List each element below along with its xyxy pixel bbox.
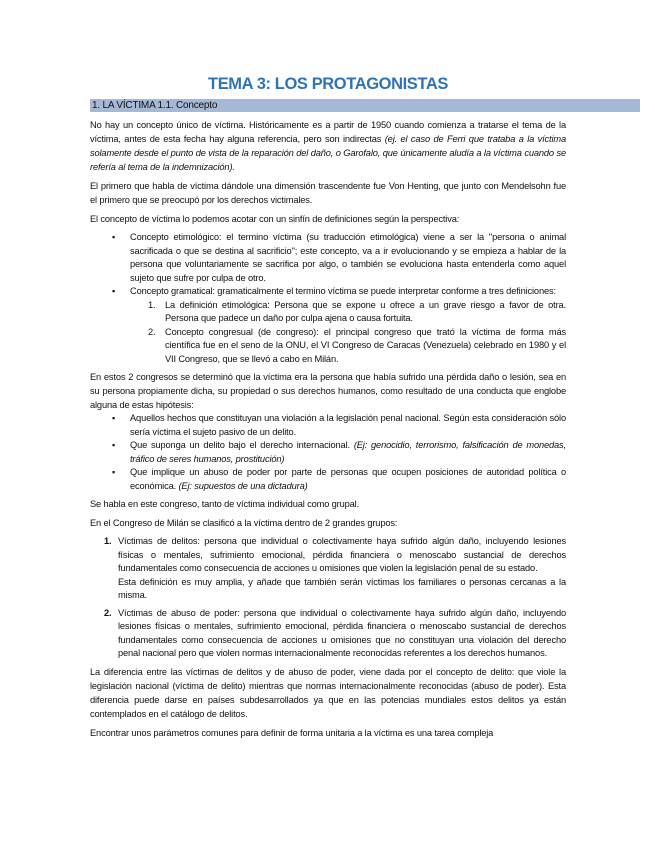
list-item: [90, 466, 566, 493]
list-item-note: Esta definición es muy amplia, y añade que también serán víctimas los familiares o personas cercanas a la misma.: [118, 576, 566, 600]
list-item-etymological: ▪ Concepto etimológico: el termino víctima (su traducción etimológica) viene a ser la "persona o animal sacrificada o que se destina al sacrificio"; este concepto, va a ir evolucionando y se empieza a hablar de la persona que voluntariamente se sacrifica por algo, o también se evoluciona hasta entenderla como aquel sujeto que sufre por culpa de otro.: [90, 231, 566, 285]
list-item-text: La definición etimológica: Persona que se expone u ofrece a un grave riesgo a favor de otra. Persona que padece un daño por culpa ajena o causa fortuita.: [165, 299, 566, 323]
list-number: 2.: [148, 326, 156, 337]
list-number: 1.: [104, 536, 112, 546]
list-item-grammatical: [90, 285, 566, 366]
list-item: [90, 439, 566, 466]
paragraph-intro: [90, 118, 566, 174]
grammatical-definitions-list: [130, 299, 566, 367]
list-item-text: Víctimas de abuso de poder: persona que individual o colectivamente haya sufrido algún daño, incluyendo lesiones físicas o mentales, sufrimiento emocional, pérdida financiera o menoscabo sustancial de derechos fundamentales como consecuencia de acciones u omisiones que no constituyan una violación del derecho penal nacional pero que violen normas internacionalmente reconocidas referentes a los derechos humanos.: [118, 607, 566, 658]
concept-list: [90, 231, 566, 366]
list-number: 1.: [148, 299, 156, 310]
list-item-text: Aquellos hechos que constituyan una violación a la legislación penal nacional. Según esta consideración sólo sería víctima el sujeto pasivo de un delito.: [130, 413, 566, 437]
paragraph-perspectives: El concepto de víctima lo podemos acotar con un sinfín de definiciones según la perspectiva:: [90, 214, 460, 224]
list-item-text: Concepto congresual (de congreso): el principal congreso que trató la víctima de forma más científica fue en el seno de la ONU, el VI Congreso de Caracas (Venezuela) celebrado en 1980 y el VII Congreso, que se llevó a cabo en Milán.: [165, 326, 566, 364]
paragraph-difference: La diferencia entre las víctimas de delitos y de abuso de poder, viene dada por el concepto de delito: que viole la legislación nacional (víctima de delito) mientras que normas internacionalmente reconocidas (abuso de poder). Esta diferencia puede darse en países subdesarrollados ya que en las potencias mundiales estos delitos ya están contemplados en el catálogo de delitos.: [90, 666, 566, 719]
list-item-example: (Ej: genocidio, terrorismo, falsificación de monedas, tráfico de seres humanos, prostitución): [130, 440, 566, 464]
paragraph-intro-example: (ej. el caso de Ferri que trataba a la víctima solamente desde el punto de vista de la reparación del daño, o Garofalo, que únicamente aludía a la víctima cuando se refería al tema de la indemnización).: [90, 134, 567, 172]
paragraph-milan: En el Congreso de Milán se clasificó a la víctima dentro de 2 grandes grupos:: [90, 518, 398, 528]
hypotheses-list: [90, 412, 566, 493]
victim-groups-list: [90, 535, 566, 661]
document-title: TEMA 3: LOS PROTAGONISTAS: [208, 75, 448, 93]
list-item: [130, 299, 566, 326]
list-number: 2.: [104, 607, 112, 618]
paragraph-conclusion: Encontrar unos parámetros comunes para definir de forma unitaria a la víctima es una tarea compleja: [90, 727, 494, 738]
list-item-text: Víctimas de delitos: persona que individual o colectivamente haya sufrido algún daño, incluyendo lesiones físicas o mentales, sufrimiento emocional, pérdida financiera o menoscabo sustancial de derechos fundamentales como consecuencia de acciones u omisiones que violen la legislación penal de su estado.: [118, 536, 566, 573]
list-item: [130, 326, 566, 367]
document-page: [90, 74, 566, 745]
section-heading: 1. LA VÍCTIMA 1.1. Concepto: [90, 99, 640, 112]
paragraph-individual-group: Se habla en este congreso, tanto de víctima individual como grupal.: [90, 499, 360, 509]
list-item-example: (Ej: supuestos de una dictadura): [178, 480, 308, 491]
list-item: [90, 412, 566, 439]
list-item: [90, 607, 566, 661]
list-item-text: Que suponga un delito bajo el derecho internacional.: [130, 440, 354, 450]
list-item-grammatical-text: Concepto gramatical: gramaticalmente el termino víctima se puede interpretar conforme a tres definiciones:: [130, 286, 556, 296]
paragraph-congresses: En estos 2 congresos se determinó que la víctima era la persona que había sufrido una pérdida daño o lesión, sea en su persona propiamente dicha, su propiedad o sus derechos humanos, como resultado de una conducta que englobe alguna de estas hipótesis:: [90, 372, 566, 410]
list-item: [90, 535, 566, 603]
paragraph-intro-text: No hay un concepto único de víctima. Históricamente es a partir de 1950 cuando comienza a tratarse el tema de la víctima, antes de esta fecha hay alguna referencia, pero son indirectas: [90, 120, 566, 144]
paragraph-von-henting: El primero que habla de víctima dándole una dimensión trascendente fue Von Henting, que junto con Mendelsohn fue el primero que se preocupó por los derechos victimales.: [90, 181, 566, 205]
list-item-text: Que implique un abuso de poder por parte de personas que ocupen posiciones de autoridad política o económica.: [130, 467, 566, 491]
